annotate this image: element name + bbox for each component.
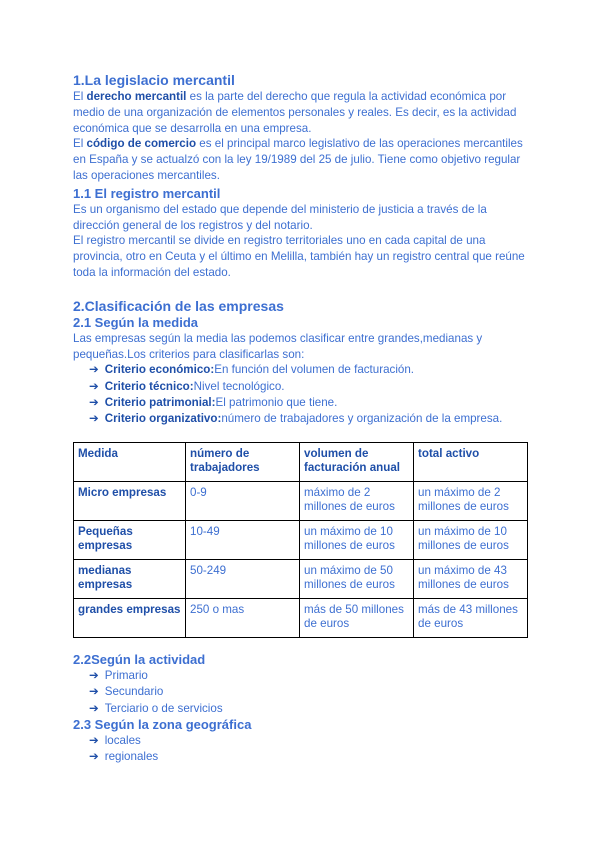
list-item: ➔ Terciario o de servicios: [89, 701, 223, 715]
derecho-mercantil-paragraph: El derecho mercantil es la parte del derecho que regula la actividad económica por medio de una organización de elementos personales y reales. Es decir, es la actividad económica que se desarrolla en una empresa.: [73, 90, 517, 135]
header-medida: Medida: [74, 443, 186, 482]
header-activo: total activo: [414, 443, 528, 482]
actividad-list: [73, 668, 533, 717]
header-facturacion: volumen de facturación anual: [300, 443, 414, 482]
header-trabajadores: número de trabajadores: [186, 443, 300, 482]
arrow-icon: ➔: [89, 411, 99, 425]
document-content: [73, 72, 533, 765]
arrow-icon: ➔: [89, 733, 99, 747]
list-item: ➔ locales: [89, 733, 141, 747]
codigo-comercio-paragraph: El código de comercio es el principal marco legislativo de las operaciones mercantiles en España y se actualzó con la ley 19/1989 del 25 de julio. Tiene como objetivo regular las operaciones mercantiles.: [73, 137, 523, 182]
list-item: ➔ Criterio patrimonial:El patrimonio que tiene.: [89, 395, 338, 409]
codigo-comercio-term: código de comercio: [86, 137, 197, 151]
criteria-list: [73, 362, 533, 427]
section-2-title: 2.Clasificación de las empresas: [73, 297, 284, 314]
section-2-3-title: 2.3 Según la zona geográfica: [73, 716, 252, 732]
table-row: medianas empresas 50-249 un máximo de 50 millones de euros un máximo de 43 millones de euros: [74, 560, 528, 599]
section-1-1-title: 1.1 El registro mercantil: [73, 185, 221, 201]
arrow-icon: ➔: [89, 669, 99, 683]
arrow-icon: ➔: [89, 379, 99, 393]
table-header-row: [74, 443, 528, 482]
arrow-icon: ➔: [89, 395, 99, 409]
list-item: ➔ Secundario: [89, 685, 164, 699]
zona-list: [73, 733, 533, 765]
list-item: ➔ Primario: [89, 669, 148, 683]
derecho-mercantil-term: derecho mercantil: [86, 90, 187, 103]
arrow-icon: ➔: [89, 701, 99, 715]
arrow-icon: ➔: [89, 749, 99, 763]
list-item: ➔ Criterio organizativo:número de trabajadores y organización de la empresa.: [89, 411, 503, 425]
registro-paragraph-2: El registro mercantil se divide en registro territoriales uno en cada capital de una provincia, otro en Ceuta y el último en Melilla, también hay un registro central que reúne toda la información del estado.: [73, 234, 525, 279]
list-item: ➔ Criterio técnico:Nivel tecnológico.: [89, 379, 285, 393]
list-item: ➔ regionales: [89, 749, 159, 763]
list-item: ➔ Criterio económico:En función del volumen de facturación.: [89, 363, 415, 377]
registro-paragraph-1: Es un organismo del estado que depende del ministerio de justicia a través de la dirección general de los registros y del notario.: [73, 202, 487, 232]
table-row: grandes empresas 250 o mas más de 50 millones de euros más de 43 millones de euros: [74, 599, 528, 638]
table-row: Pequeñas empresas 10-49 un máximo de 10 millones de euros un máximo de 10 millones de euros: [74, 521, 528, 560]
table-row: Micro empresas 0-9 máximo de 2 millones de euros un máximo de 2 millones de euros: [74, 482, 528, 521]
arrow-icon: ➔: [89, 685, 99, 699]
section-1-title: 1.La legislacio mercantil: [73, 72, 235, 88]
arrow-icon: ➔: [89, 363, 99, 377]
company-size-table: [73, 442, 528, 638]
medida-intro: Las empresas según la media las podemos clasificar entre grandes,medianas y pequeñas.Los criterios para clasificarlas son:: [73, 331, 483, 361]
section-2-2-title: 2.2Según la actividad: [73, 652, 206, 668]
section-2-1-title: 2.1 Según la medida: [73, 314, 198, 330]
